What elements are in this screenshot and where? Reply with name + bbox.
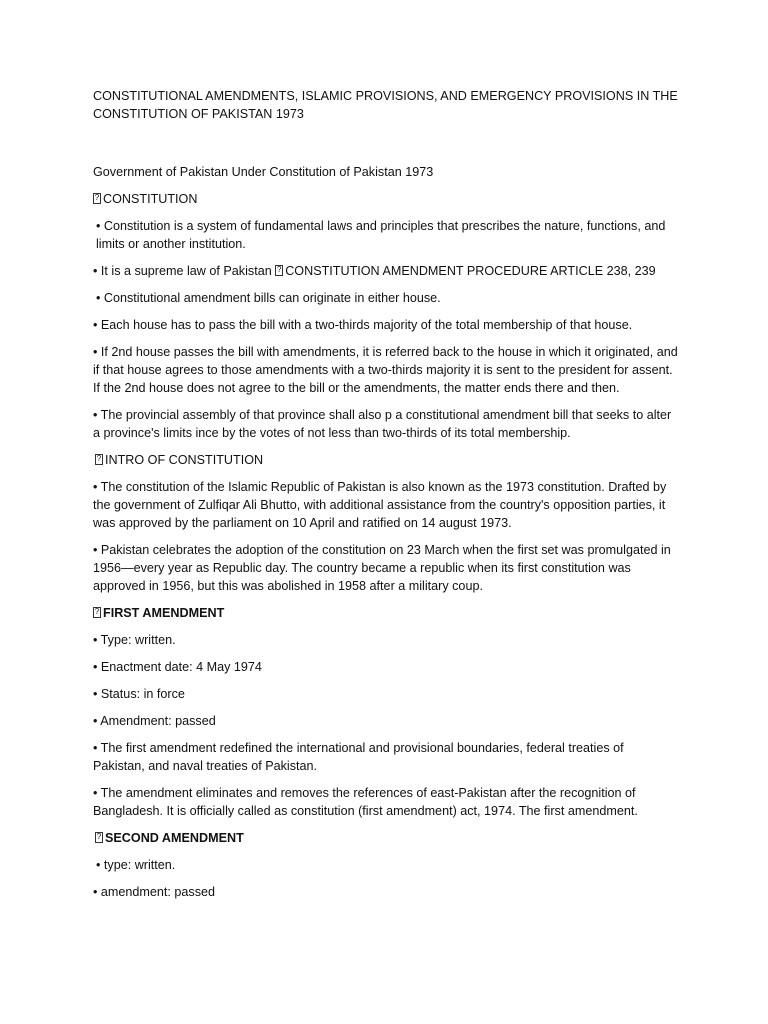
list-item: • Status: in force — [93, 687, 185, 701]
missing-glyph-icon — [95, 454, 103, 465]
section-heading-first-amendment: ?FIRST AMENDMENT — [93, 604, 678, 622]
missing-glyph-icon — [275, 265, 283, 276]
paragraph: • Constitution is a system of fundamental laws and principles that prescribes the nature, functions, and limits or another institution. — [96, 219, 666, 251]
section-heading-constitution: ?CONSTITUTION — [93, 190, 678, 208]
missing-glyph-icon — [95, 832, 103, 843]
list-item: • Type: written. — [93, 633, 176, 647]
list-item: • amendment: passed — [93, 885, 216, 899]
paragraph: • Pakistan celebrates the adoption of the constitution on 23 March when the first set was promulgated in 1956—every year as Republic day. The country became a republic when its first constitution was approved in 1956, but this was abolished in 1958 after a military coup. — [93, 543, 671, 593]
paragraph: • The amendment eliminates and removes the references of east-Pakistan after the recognition of Bangladesh. It is officially called as constitution (first amendment) act, 1974. The first amendment. — [93, 786, 638, 818]
section-heading-second-amendment: ?SECOND AMENDMENT — [93, 829, 678, 847]
paragraph: • If 2nd house passes the bill with amendments, it is referred back to the house in which it originated, and if that house agrees to those amendments with a two-thirds majority it is sent to the president for assent. If the 2nd house does not agree to the bill or the amendments, the matter ends there and then. — [93, 345, 678, 395]
paragraph: • Each house has to pass the bill with a two-thirds majority of the total membership of that house. — [93, 318, 633, 332]
missing-glyph-icon — [93, 193, 101, 204]
subtitle: Government of Pakistan Under Constitution of Pakistan 1973 — [93, 165, 434, 179]
document-title: CONSTITUTIONAL AMENDMENTS, ISLAMIC PROVISIONS, AND EMERGENCY PROVISIONS IN THE CONSTITUTION OF PAKISTAN 1973 — [93, 89, 678, 121]
paragraph: • It is a supreme law of Pakistan ?CONSTITUTION AMENDMENT PROCEDURE ARTICLE 238, 239 — [93, 262, 678, 280]
list-item: • Amendment: passed — [93, 714, 216, 728]
missing-glyph-icon — [93, 607, 101, 618]
list-item: • type: written. — [96, 858, 176, 872]
paragraph: • The provincial assembly of that province shall also p a constitutional amendment bill that seeks to alter a province's limits ince by the votes of not less than two-thirds of its total membership. — [93, 408, 672, 440]
list-item: • Enactment date: 4 May 1974 — [93, 660, 262, 674]
paragraph: • The first amendment redefined the international and provisional boundaries, federal treaties of Pakistan, and naval treaties of Pakistan. — [93, 741, 624, 773]
paragraph: • Constitutional amendment bills can originate in either house. — [96, 291, 441, 305]
paragraph: • The constitution of the Islamic Republic of Pakistan is also known as the 1973 constitution. Drafted by the government of Zulfiqar Ali Bhutto, with additional assistance from the country's opposition parties, it was approved by the parliament on 10 April and ratified on 14 august 1973. — [93, 480, 667, 530]
section-heading-intro: ?INTRO OF CONSTITUTION — [93, 451, 678, 469]
